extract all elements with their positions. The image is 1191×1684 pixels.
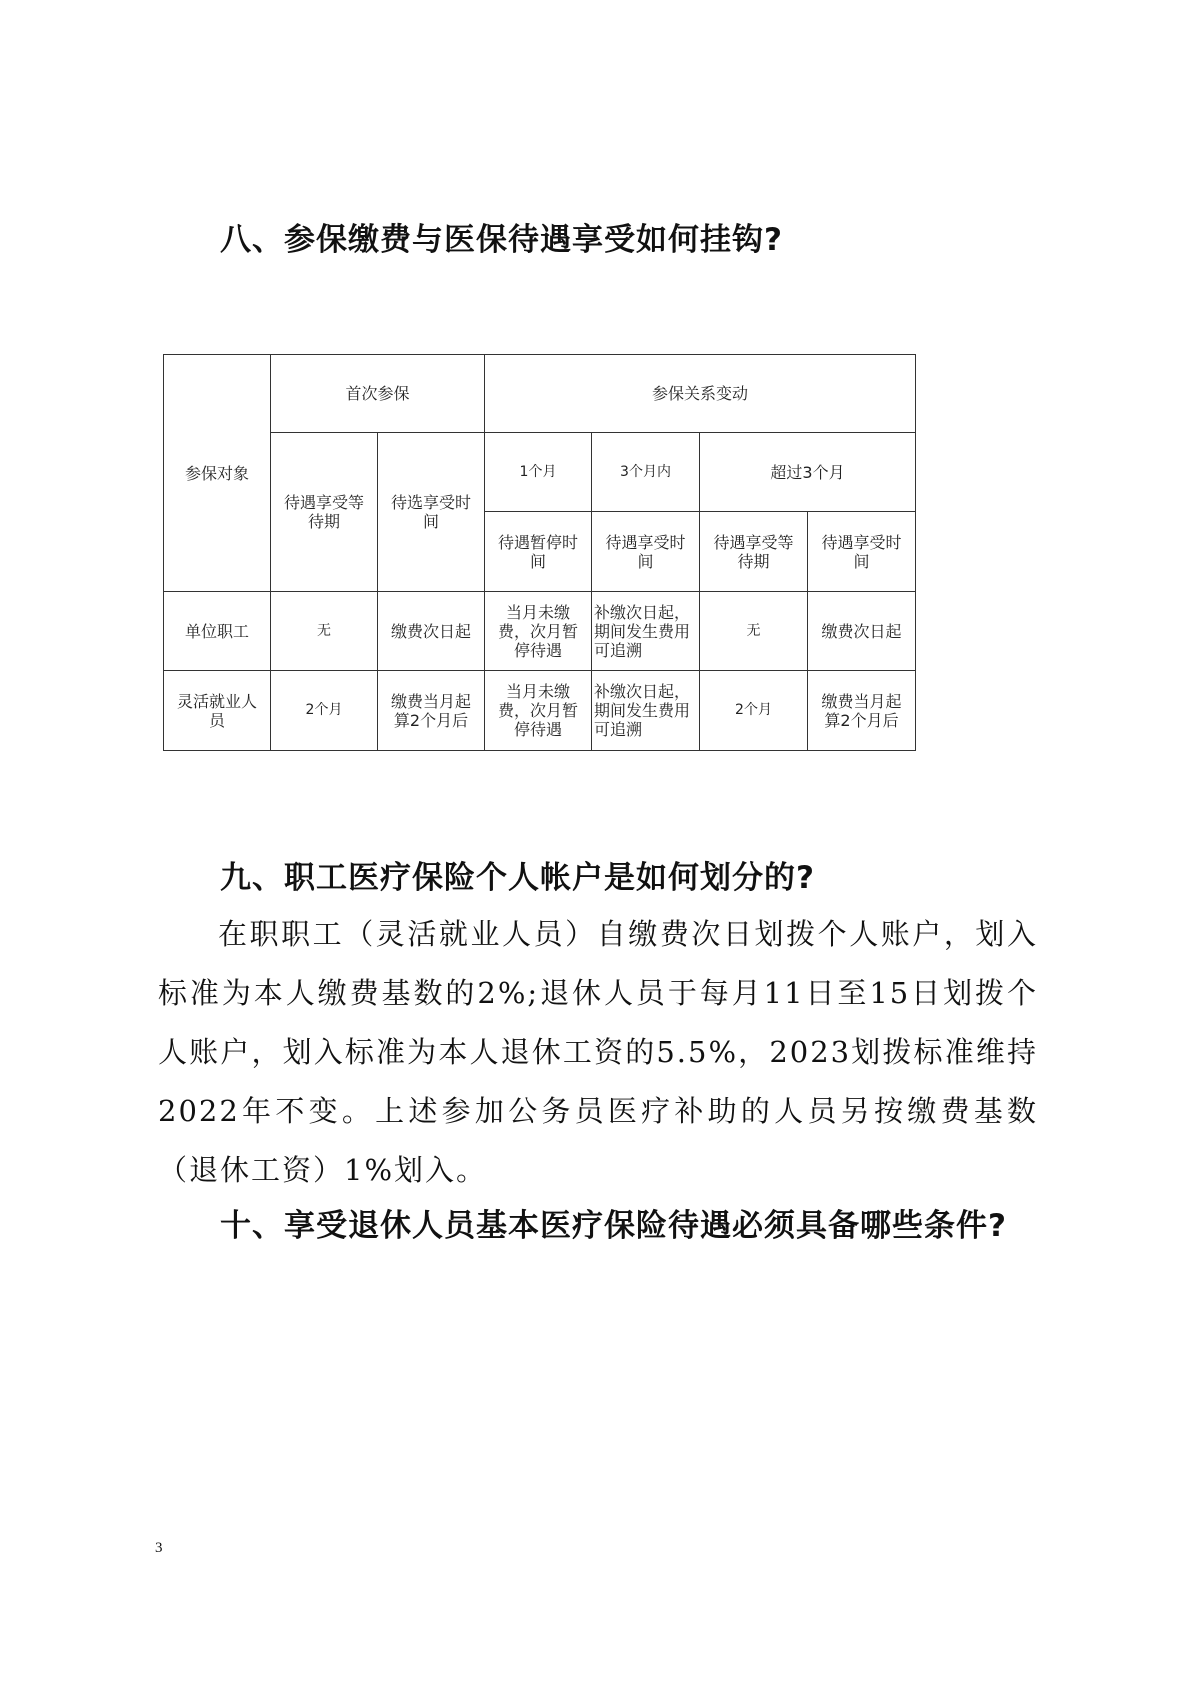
row-cell: 当月未缴费，次月暂停待遇 xyxy=(485,592,592,671)
table-row xyxy=(164,592,916,671)
section-heading-10: 十、享受退休人员基本医疗保险待遇必须具备哪些条件? xyxy=(220,1208,1007,1244)
period-over3m-header: 超过3个月 xyxy=(700,433,916,512)
insurance-table xyxy=(163,354,916,751)
object-header-cell: 参保对象 xyxy=(164,355,271,592)
row-object: 灵活就业人员 xyxy=(164,671,271,751)
row-cell: 无 xyxy=(700,592,808,671)
enjoy-time-header: 待选享受时间 xyxy=(378,433,485,592)
row-cell: 缴费当月起算2个月后 xyxy=(808,671,916,751)
row-cell: 缴费次日起 xyxy=(808,592,916,671)
enjoy-time3-header: 待遇享受时间 xyxy=(808,512,916,592)
row-object: 单位职工 xyxy=(164,592,271,671)
row-cell: 当月未缴费，次月暂停待遇 xyxy=(485,671,592,751)
row-cell: 无 xyxy=(271,592,378,671)
wait-period-header: 待遇享受等待期 xyxy=(271,433,378,592)
period-3m-header: 3个月内 xyxy=(592,433,700,512)
row-cell: 2个月 xyxy=(700,671,808,751)
page-number: 3 xyxy=(155,1540,163,1556)
row-cell: 补缴次日起，期间发生费用可追溯 xyxy=(592,671,700,751)
row-cell: 缴费当月起算2个月后 xyxy=(378,671,485,751)
period-1m-header: 1个月 xyxy=(485,433,592,512)
row-cell: 缴费次日起 xyxy=(378,592,485,671)
table-row xyxy=(164,671,916,751)
pause-time-header: 待遇暂停时间 xyxy=(485,512,592,592)
wait-period2-header: 待遇享受等待期 xyxy=(700,512,808,592)
relation-change-header: 参保关系变动 xyxy=(485,355,916,433)
first-enroll-header: 首次参保 xyxy=(271,355,485,433)
row-cell: 补缴次日起，期间发生费用可追溯 xyxy=(592,592,700,671)
enjoy-time2-header: 待遇享受时间 xyxy=(592,512,700,592)
section-heading-8: 八、参保缴费与医保待遇享受如何挂钩? xyxy=(220,222,783,258)
section-heading-9: 九、职工医疗保险个人帐户是如何划分的? xyxy=(220,860,815,896)
row-cell: 2个月 xyxy=(271,671,378,751)
body-paragraph: 在职职工（灵活就业人员）自缴费次日划拨个人账户，划入标准为本人缴费基数的2%;退休人员于每月11日至15日划拨个人账户，划入标准为本人退休工资的5.5%，2023划拨标准维持2022年不变。上述参加公务员医疗补助的人员另按缴费基数（退休工资）1%划入。 xyxy=(158,917,1038,1187)
